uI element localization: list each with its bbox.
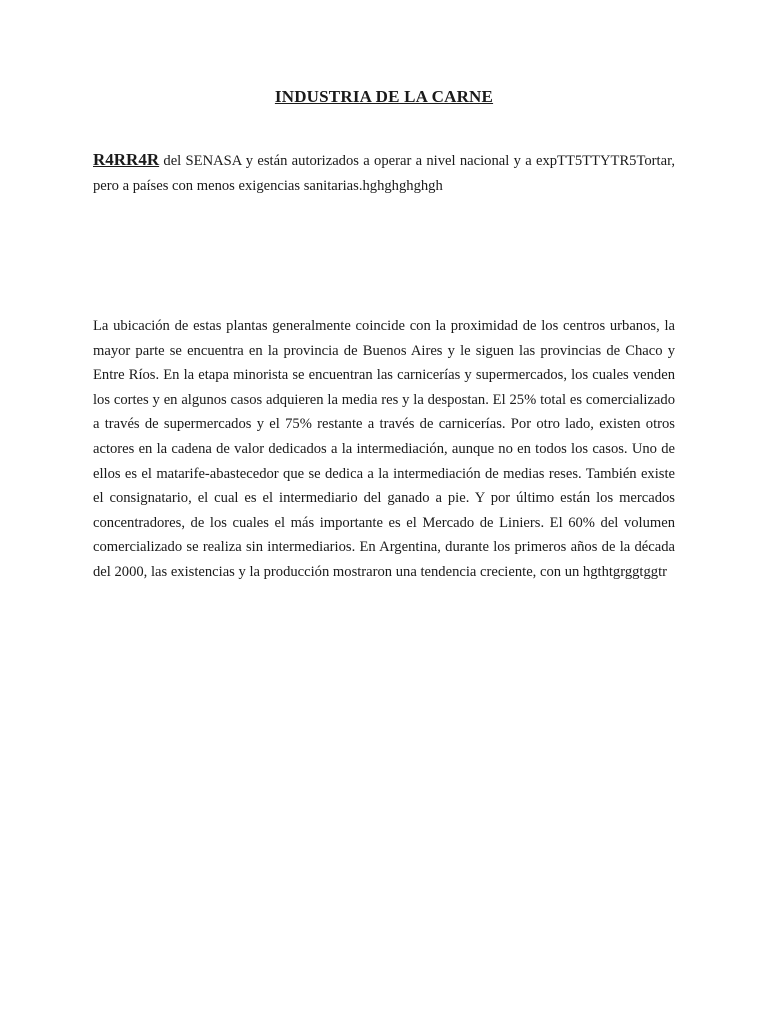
paragraph-body-text: del SENASA y están autorizados a operar a nivel nacional y a expTT5TTYTR5Tortar, pero a países con menos exigencias sanitarias.hghghghghgh	[93, 153, 675, 194]
paragraph-lead-text: R4RR4R	[93, 150, 160, 169]
document-title: INDUSTRIA DE LA CARNE	[274, 87, 494, 106]
paragraph-senasa	[93, 148, 675, 198]
paragraph-plant-location: La ubicación de estas plantas generalmente coincide con la proximidad de los centros urbanos, la mayor parte se encuentra en la provincia de Buenos Aires y le siguen las provincias de Chaco y Entre Ríos. En la etapa minorista se encuentran las carnicerías y supermercados, los cuales venden los cortes y en algunos casos adquieren la media res y la despostan. El 25% total es comercializado a través de supermercados y el 75% restante a través de carnicerías. Por otro lado, existen otros actores en la cadena de valor dedicados a la intermediación, aunque no en todos los casos. Uno de ellos es el matarife-abastecedor que se dedica a la intermediación de medias reses. También existe el consignatario, el cual es el intermediario del ganado a pie. Y por último están los mercados concentradores, de los cuales el más importante es el Mercado de Liniers. El 60% del volumen comercializado se realiza sin intermediarios. En Argentina, durante los primeros años de la década del 2000, las existencias y la producción mostraron una tendencia creciente, con un hgthtgrggtggtr	[93, 318, 675, 580]
